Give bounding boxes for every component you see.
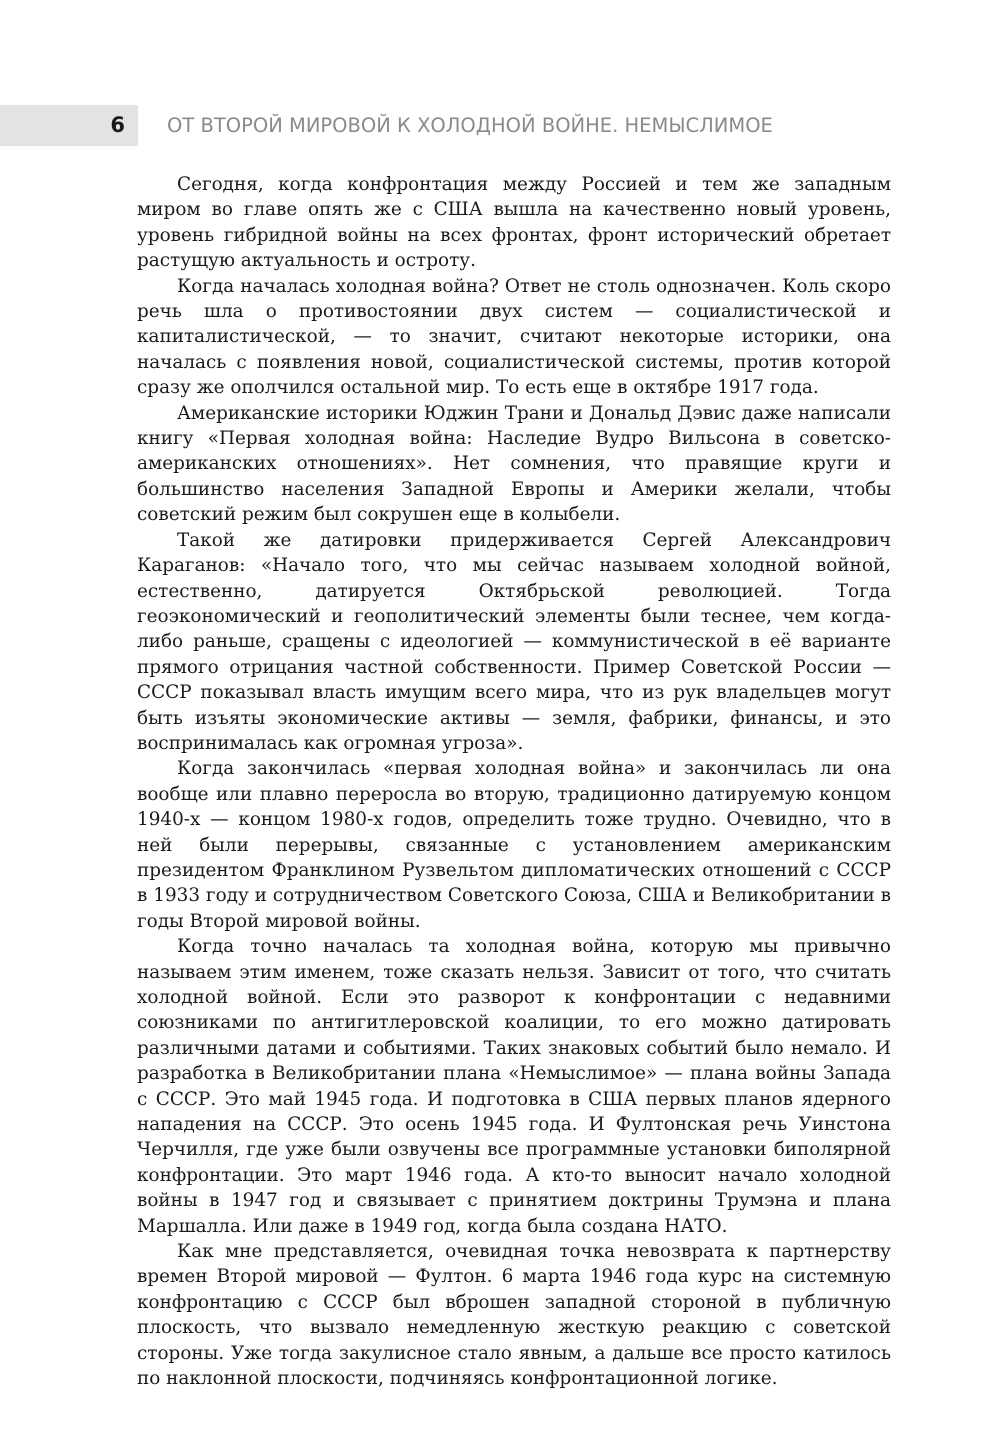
paragraph: Как мне представляется, очевидная точка невозврата к партнерству времен Второй мировой — Фултон. 6 марта 1946 года курс на системную конфронтацию с СССР был вброшен западной стороной в публичную плоскость, что вызвало немедленную жесткую реакцию с советской стороны. Уже тогда закулисное стало явным, а дальше все просто катилось по наклонной плоскости, подчиняясь конфронтационной логике.: [137, 1241, 891, 1390]
body-text: [137, 172, 891, 1392]
paragraph: Когда закончилась «первая холодная война» и закончилась ли она вообще или плавно переросла во вторую, традиционно датируемую концом 1940-х — концом 1980-х годов, определить тоже трудно. Очевидно, что в ней были перерывы, связанные с установлением американским президентом Франклином Рузвельтом дипломатических отношений с СССР в 1933 году и сотрудничеством Советского Союза, США и Великобритании в годы Второй мировой войны.: [137, 758, 891, 932]
running-head: ОТ ВТОРОЙ МИРОВОЙ К ХОЛОДНОЙ ВОЙНЕ. НЕМЫСЛИМОЕ: [167, 114, 773, 137]
paragraph: Такой же датировки придерживается Сергей Александрович Караганов: «Начало того, что мы сейчас называем холодной войной, естественно, датируется Октябрьской революцией. Тогда геоэкономический и геополитический элементы были теснее, чем когда-либо раньше, сращены с идеологией — коммунистической в её варианте прямого отрицания частной собственности. Пример Советской России — СССР показывал власть имущим всего мира, что из рук владельцев могут быть изъяты экономические активы — земля, фабрики, финансы, и это воспринималась как огромная угроза».: [137, 529, 891, 754]
paragraph: Сегодня, когда конфронтация между Россией и тем же западным миром во главе опять же с США вышла на качественно новый уровень, уровень гибридной войны на всех фронтах, фронт исторический обретает растущую актуальность и остроту.: [137, 174, 891, 272]
paragraph: Американские историки Юджин Трани и Дональд Дэвис даже написали книгу «Первая холодная война: Наследие Вудро Вильсона в советско-американских отношениях». Нет сомнения, что правящие круги и большинство населения Западной Европы и Америки желали, чтобы советский режим был сокрушен еще в колыбели.: [137, 402, 891, 526]
page-number: 6: [110, 113, 125, 137]
paragraph: Когда точно началась та холодная война, которую мы привычно называем этим именем, тоже сказать нельзя. Зависит от того, что считать холодной войной. Если это разворот к конфронтации с недавними союзниками по антигитлеровской коалиции, то его можно датировать различными датами и событиями. Таких знаковых событий было немало. И разработка в Великобритании плана «Немыслимое» — плана войны Запада с СССР. Это май 1945 года. И подготовка в США первых планов ядерного нападения на СССР. Это осень 1945 года. И Фултонская речь Уинстона Черчилля, где уже были озвучены все программные установки биполярной конфронтации. Это март 1946 года. А кто-то выносит начало холодной войны в 1947 год и связывает с принятием доктрины Трумэна и плана Маршалла. Или даже в 1949 год, когда была создана НАТО.: [137, 936, 891, 1237]
paragraph: Когда началась холодная война? Ответ не столь однозначен. Коль скоро речь шла о противостоянии двух систем — социалистической и капиталистической, — то значит, считают некоторые историки, она началась с появления новой, социалистической системы, против которой сразу же ополчился остальной мир. То есть еще в октябре 1917 года.: [137, 275, 891, 399]
